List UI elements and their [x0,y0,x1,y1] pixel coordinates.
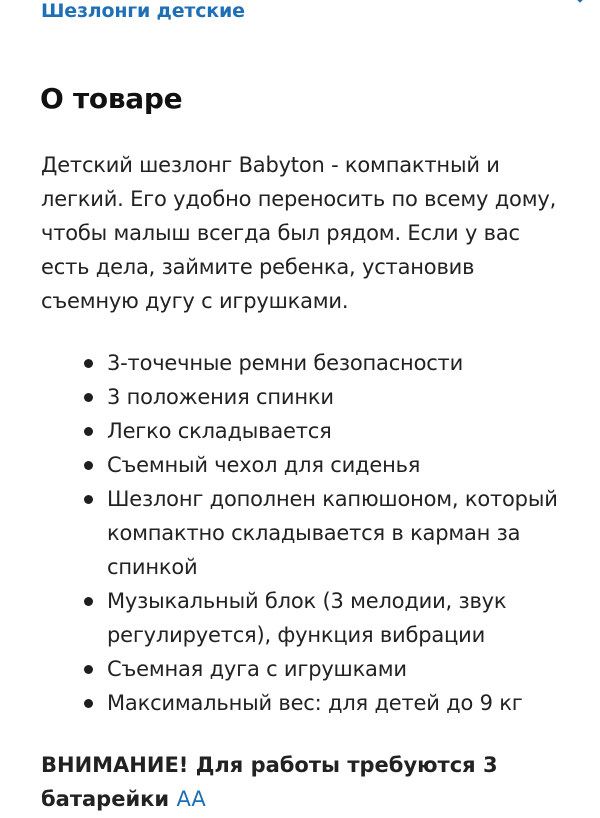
bullet-icon [84,495,93,504]
section-title: О товаре [40,82,183,115]
list-item [0,652,600,686]
feature-list [0,346,600,720]
battery-warning [41,748,561,816]
list-item [0,414,600,448]
product-description: Детский шезлонг Babyton - компактный и легкий. Его удобно переносить по всему дому, чтобы малыш всегда был рядом. Если у вас есть дела, займите ребенка, установив съемную дугу с игрушками. [41,153,557,313]
feature-text: Музыкальный блок (3 мелодии, звук регулируется), функция вибрации [107,589,507,647]
chevron-down-icon[interactable] [574,0,586,6]
bullet-icon [84,359,93,368]
feature-text: Максимальный вес: для детей до 9 кг [107,691,523,715]
feature-text: Съемная дуга с игрушками [107,657,407,681]
list-item [0,448,600,482]
feature-text: Съемный чехол для сиденья [107,453,421,477]
warning-text: ВНИМАНИЕ! Для работы требуются 3 батарейки [41,753,498,811]
battery-type-link[interactable]: AA [176,787,206,811]
feature-text: Легко складывается [107,419,332,443]
bullet-icon [84,665,93,674]
list-item [0,584,600,652]
breadcrumb-link[interactable]: Шезлонги детские [41,0,245,22]
bullet-icon [84,597,93,606]
list-item [0,346,600,380]
list-item [0,482,600,584]
bullet-icon [84,461,93,470]
feature-text: 3-точечные ремни безопасности [107,351,464,375]
feature-text: Шезлонг дополнен капюшоном, который компактно складывается в карман за спинкой [107,487,558,579]
bullet-icon [84,393,93,402]
feature-text: 3 положения спинки [107,385,334,409]
bullet-icon [84,699,93,708]
list-item [0,686,600,720]
list-item [0,380,600,414]
bullet-icon [84,427,93,436]
